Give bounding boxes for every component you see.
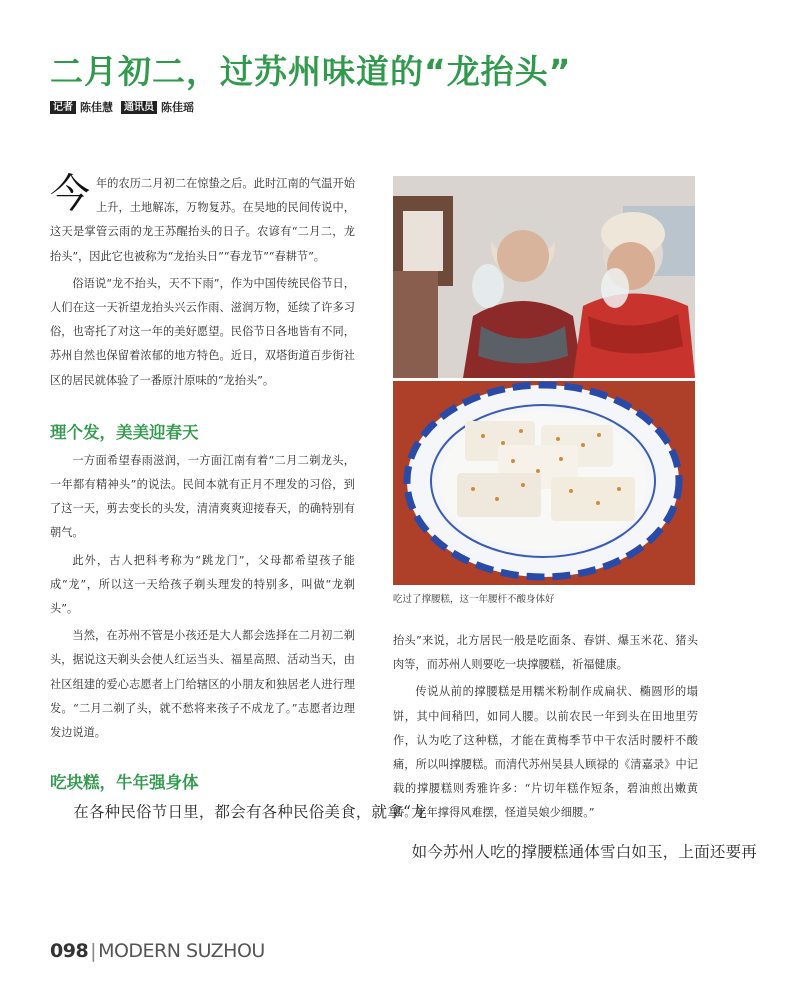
page-number: 098 [50, 940, 89, 962]
section1-paragraph-3: 当然，在苏州不管是小孩还是大人都会选择在二月初二剃头，据说这天剃头会使人红运当头、福星高照、活动当天，由社区组建的爱心志愿者上门给辖区的小朋友和独居老人进行理发。“二月二剃了头，就不愁将来孩子不成龙了。”志愿者边理发边说道。 [50, 629, 355, 740]
page-footer [50, 940, 265, 962]
byline-tag-reporter: 记者 [50, 101, 76, 114]
byline [50, 100, 202, 114]
drop-cap: 今 [50, 171, 90, 217]
photo-chengyao-cakes [393, 381, 695, 585]
footer-separator: | [90, 940, 97, 962]
section1-paragraph-1: 一方面希望春雨滋润，一方面江南有着“二月二剃龙头，一年都有精神头”的说法。民间本就有正月不理发的习俗，到了这一天，剪去变长的头发，清清爽爽迎接春天，的确特别有朝气。 [50, 453, 355, 540]
section-heading-cake: 吃块糕，牛年强身体 [50, 773, 199, 793]
article-title: 二月初二，过苏州味道的“龙抬头” [50, 52, 572, 91]
section1-paragraph-2: 此外，古人把科考称为“跳龙门”，父母都希望孩子能成“龙”，所以这一天给孩子剃头理发的特别多，叫做“龙剃头”。 [50, 553, 355, 616]
lead-paragraph-text: 年的农历二月初二在惊蛰之后。此时江南的气温开始上升，土地解冻，万物复苏。在吴地的民间传说中，这天是掌管云雨的龙王苏醒抬头的日子。农谚有“二月二，龙抬头”，因此它也被称为“龙抬头日”“春龙节”“春耕节”。 [50, 177, 355, 263]
right-paragraph-2: 传说从前的撑腰糕是用糯米粉制作成扁状、椭圆形的塌饼，其中间稍凹，如同人腰。以前农民一年到头在田地里劳作，认为吃了这种糕，才能在黄梅季节中干农活时腰杆不酸痛，所以叫撑腰糕。而清代苏州吴县人顾禄的《清嘉录》中记载的撑腰糕则秀雅许多：“片切年糕作短条，碧油煎出嫩黄娇。年年撑得风难摆，怪道吴娘少细腰。” [393, 685, 698, 820]
magazine-name: MODERN SUZHOU [98, 940, 265, 962]
photo-caption: 吃过了撑腰糕，这一年腰杆不酸身体好 [393, 594, 555, 605]
byline-tag-correspondent: 通讯员 [121, 101, 157, 114]
section-heading-haircut: 理个发，美美迎春天 [50, 422, 199, 442]
byline-name-correspondent: 陈佳瑶 [161, 101, 194, 114]
left-column [50, 171, 427, 823]
paragraph-2: 俗语说“龙不抬头，天不下雨”，作为中国传统民俗节日，人们在这一天祈望龙抬头兴云作雨、滋润万物，延续了许多习俗，也寄托了对这一年的美好愿望。民俗节日各地皆有不同，苏州自然也保留着浓郁的地方特色。近日，双塔街道百步街社区的居民就体验了一番原汁原味的“龙抬头”。 [50, 276, 355, 387]
photo-elderly-women-eating [393, 176, 695, 378]
byline-name-reporter: 陈佳慧 [80, 101, 113, 114]
right-paragraph-1: 抬头”来说，北方居民一般是吃面条、春饼、爆玉米花、猪头肉等，而苏州人则要吃一块撑腰糕，祈福健康。 [393, 634, 698, 672]
lead-paragraph [50, 172, 355, 269]
right-column [393, 629, 757, 863]
right-paragraph-3: 如今苏州人吃的撑腰糕通体雪白如玉，上面还要再 [411, 842, 757, 861]
section2-paragraph-1: 在各种民俗节日里，都会有各种民俗美食，就拿“龙 [73, 803, 427, 822]
